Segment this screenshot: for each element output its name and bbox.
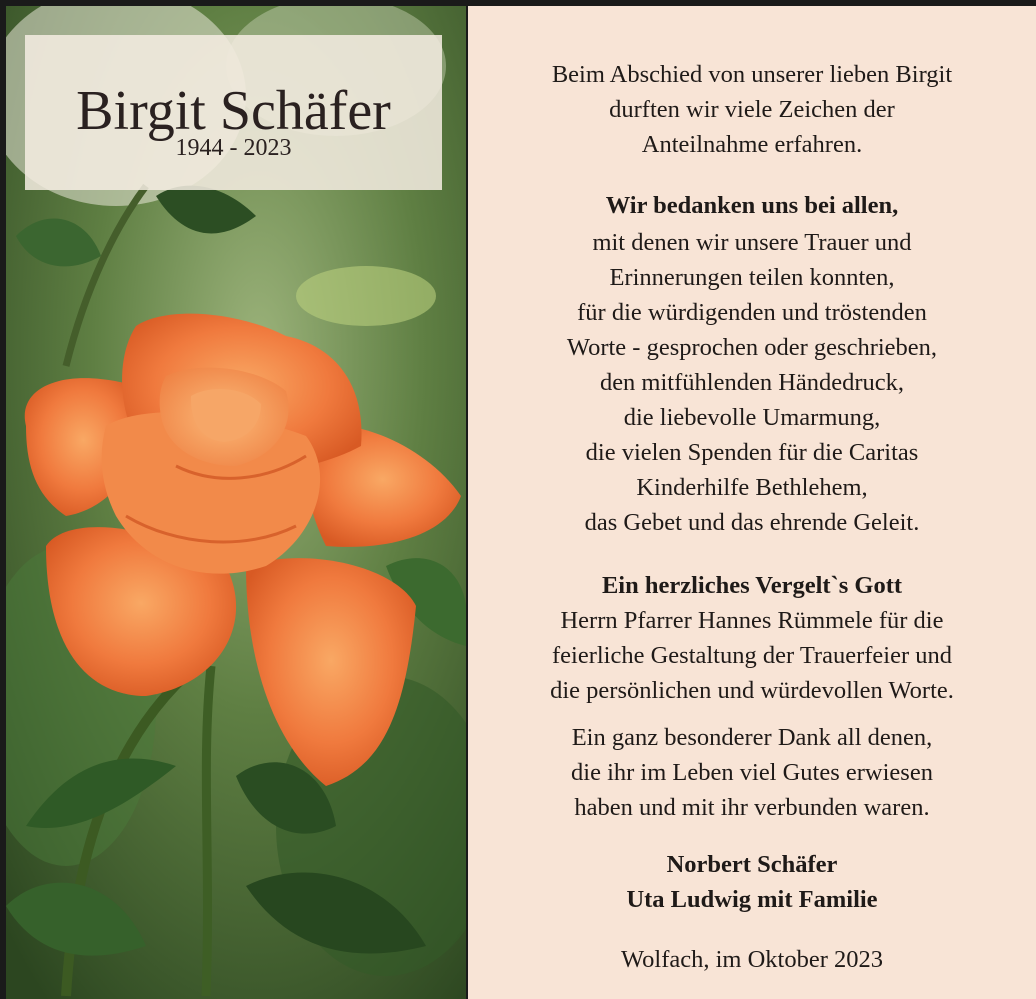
thanks-line: den mitfühlenden Händedruck, [599, 369, 905, 396]
rose-photo [6, 6, 466, 999]
thanks-line: für die würdigenden und tröstenden [577, 299, 927, 326]
gott-heading: Ein herzliches Vergelt`s Gott [601, 572, 903, 599]
gott-line: die persönlichen und würdevollen Worte. [550, 677, 954, 704]
thanks-line: das Gebet und das ehrende Geleit. [584, 509, 920, 536]
special-thanks-line: haben und mit ihr verbunden waren. [574, 794, 930, 821]
thanks-line: Erinnerungen teilen konnten, [609, 264, 895, 291]
special-thanks-line: die ihr im Leben viel Gutes erwiesen [571, 759, 933, 786]
gott-line: Herrn Pfarrer Hannes Rümmele für die [560, 607, 944, 634]
special-thanks-line: Ein ganz besonderer Dank all denen, [571, 724, 933, 751]
thanks-line: die liebevolle Umarmung, [623, 404, 881, 431]
intro-line: Beim Abschied von unserer lieben Birgit [551, 61, 953, 88]
intro-line: Anteilnahme erfahren. [641, 131, 863, 158]
thanks-line: mit denen wir unsere Trauer und [592, 229, 912, 256]
intro-line: durften wir viele Zeichen der [609, 96, 895, 123]
signature-name: Uta Ludwig mit Familie [626, 886, 878, 913]
thanks-heading: Wir bedanken uns bei allen, [605, 192, 899, 219]
signature-name: Norbert Schäfer [666, 851, 838, 878]
deceased-name: Birgit Schäfer [76, 80, 391, 142]
thanks-line: die vielen Spenden für die Caritas [585, 439, 919, 466]
thanks-line: Worte - gesprochen oder geschrieben, [566, 334, 938, 361]
life-dates: 1944 - 2023 [175, 135, 292, 161]
thanks-line: Kinderhilfe Bethlehem, [636, 474, 868, 501]
place-date: Wolfach, im Oktober 2023 [620, 946, 884, 973]
gott-line: feierliche Gestaltung der Trauerfeier und [551, 642, 952, 669]
name-box [25, 35, 442, 190]
text-panel [468, 6, 1036, 999]
